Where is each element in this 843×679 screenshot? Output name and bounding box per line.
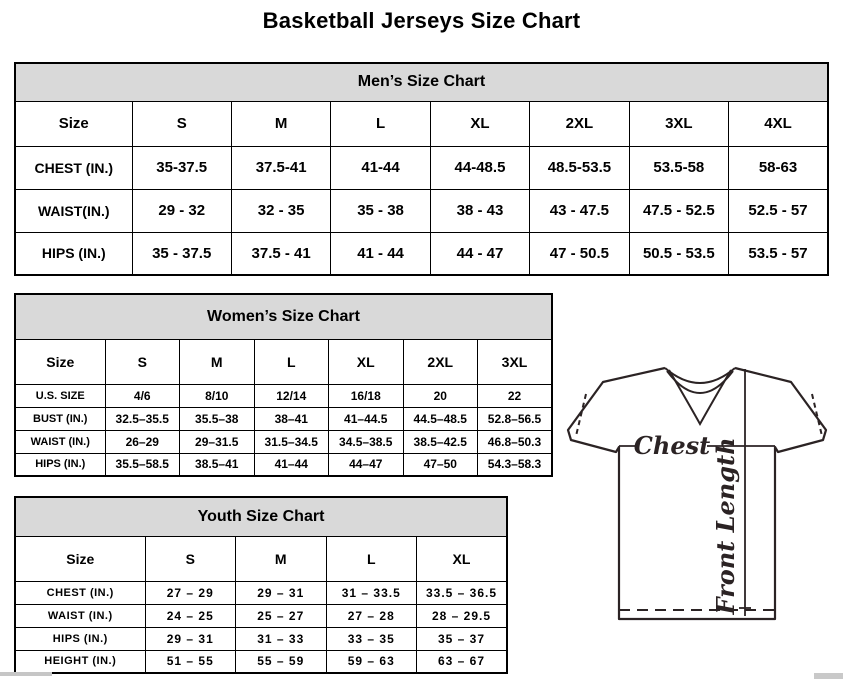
table-cell: 53.5-58 [629,146,728,189]
horizontal-scrollbar-thumb[interactable] [0,672,52,676]
table-cell: 26–29 [105,430,180,453]
table-cell: 25 – 27 [236,604,327,627]
table-cell: 52.5 - 57 [729,189,828,232]
table-row [15,407,552,430]
table-cell: 38.5–42.5 [403,430,478,453]
table-cell: 44-48.5 [430,146,529,189]
table-cell: 54.3–58.3 [478,453,553,476]
table-row [15,627,507,650]
column-header: XL [430,101,529,146]
table-cell: 43 - 47.5 [530,189,629,232]
womens-size-table [14,293,553,477]
table-cell: 50.5 - 53.5 [629,232,728,275]
column-header: 3XL [478,339,553,384]
horizontal-scrollbar-corner[interactable] [814,673,843,679]
table-row [15,384,552,407]
table-cell: 35.5–58.5 [105,453,180,476]
table-row [15,232,828,275]
column-header: S [132,101,231,146]
youth-size-table [14,496,508,674]
table-row [15,650,507,673]
row-label: HIPS (IN.) [15,453,105,476]
column-header: L [254,339,329,384]
table-cell: 52.8–56.5 [478,407,553,430]
table-cell: 38 - 43 [430,189,529,232]
table-cell: 41–44.5 [329,407,404,430]
table-cell: 32 - 35 [231,189,330,232]
table-row [15,189,828,232]
table-cell: 8/10 [180,384,255,407]
sleeve-cuff-dashes [576,394,822,436]
collar-icon [665,368,735,424]
row-label: HIPS (IN.) [15,232,132,275]
row-label: HIPS (IN.) [15,627,145,650]
front-length-measure-line [739,369,751,616]
table-cell: 35 – 37 [417,627,508,650]
table-row [15,146,828,189]
chest-label: Chest [633,431,711,460]
table-cell: 41 - 44 [331,232,430,275]
column-header: 3XL [629,101,728,146]
table-row [15,581,507,604]
table-cell: 28 – 29.5 [417,604,508,627]
table-cell: 31 – 33 [236,627,327,650]
row-label: CHEST (IN.) [15,146,132,189]
row-label: CHEST (IN.) [15,581,145,604]
table-cell: 47.5 - 52.5 [629,189,728,232]
table-cell: 33 – 35 [326,627,417,650]
column-header: XL [417,536,508,581]
column-header: XL [329,339,404,384]
mens-size-table [14,62,829,276]
table-cell: 35 - 38 [331,189,430,232]
column-header: 2XL [403,339,478,384]
column-header: S [145,536,236,581]
table-cell: 35-37.5 [132,146,231,189]
table-title: Women’s Size Chart [15,294,552,339]
table-row [15,604,507,627]
column-header: Size [15,339,105,384]
column-header: Size [15,101,132,146]
table-cell: 41-44 [331,146,430,189]
table-cell: 29–31.5 [180,430,255,453]
column-header: 4XL [729,101,828,146]
column-header: M [231,101,330,146]
table-row [15,430,552,453]
table-cell: 47–50 [403,453,478,476]
column-header: L [331,101,430,146]
column-header: 2XL [530,101,629,146]
table-cell: 27 – 29 [145,581,236,604]
jersey-measurement-diagram [558,358,840,628]
table-cell: 31.5–34.5 [254,430,329,453]
jersey-outline [568,368,826,619]
table-cell: 47 - 50.5 [530,232,629,275]
front-length-label: Front Length [711,437,740,615]
table-cell: 34.5–38.5 [329,430,404,453]
table-cell: 38–41 [254,407,329,430]
table-cell: 35 - 37.5 [132,232,231,275]
table-cell: 51 – 55 [145,650,236,673]
table-cell: 16/18 [329,384,404,407]
table-cell: 35.5–38 [180,407,255,430]
table-cell: 53.5 - 57 [729,232,828,275]
table-cell: 41–44 [254,453,329,476]
table-cell: 44 - 47 [430,232,529,275]
table-cell: 44–47 [329,453,404,476]
table-cell: 29 - 32 [132,189,231,232]
table-cell: 4/6 [105,384,180,407]
table-cell: 44.5–48.5 [403,407,478,430]
column-header: M [180,339,255,384]
table-row [15,453,552,476]
row-label: HEIGHT (IN.) [15,650,145,673]
table-cell: 29 – 31 [145,627,236,650]
table-cell: 38.5–41 [180,453,255,476]
table-cell: 58-63 [729,146,828,189]
row-label: WAIST(IN.) [15,189,132,232]
row-label: WAIST (IN.) [15,430,105,453]
page-title: Basketball Jerseys Size Chart [262,8,581,33]
table-cell: 33.5 – 36.5 [417,581,508,604]
table-cell: 20 [403,384,478,407]
table-cell: 29 – 31 [236,581,327,604]
table-cell: 59 – 63 [326,650,417,673]
table-cell: 32.5–35.5 [105,407,180,430]
table-cell: 27 – 28 [326,604,417,627]
row-label: BUST (IN.) [15,407,105,430]
table-cell: 31 – 33.5 [326,581,417,604]
table-cell: 63 – 67 [417,650,508,673]
table-cell: 55 – 59 [236,650,327,673]
table-title: Men’s Size Chart [15,63,828,101]
table-cell: 37.5 - 41 [231,232,330,275]
table-cell: 24 – 25 [145,604,236,627]
table-cell: 12/14 [254,384,329,407]
table-cell: 22 [478,384,553,407]
table-cell: 48.5-53.5 [530,146,629,189]
table-cell: 46.8–50.3 [478,430,553,453]
row-label: WAIST (IN.) [15,604,145,627]
column-header: Size [15,536,145,581]
column-header: L [326,536,417,581]
table-cell: 37.5-41 [231,146,330,189]
column-header: S [105,339,180,384]
column-header: M [236,536,327,581]
table-title: Youth Size Chart [15,497,507,536]
row-label: U.S. SIZE [15,384,105,407]
